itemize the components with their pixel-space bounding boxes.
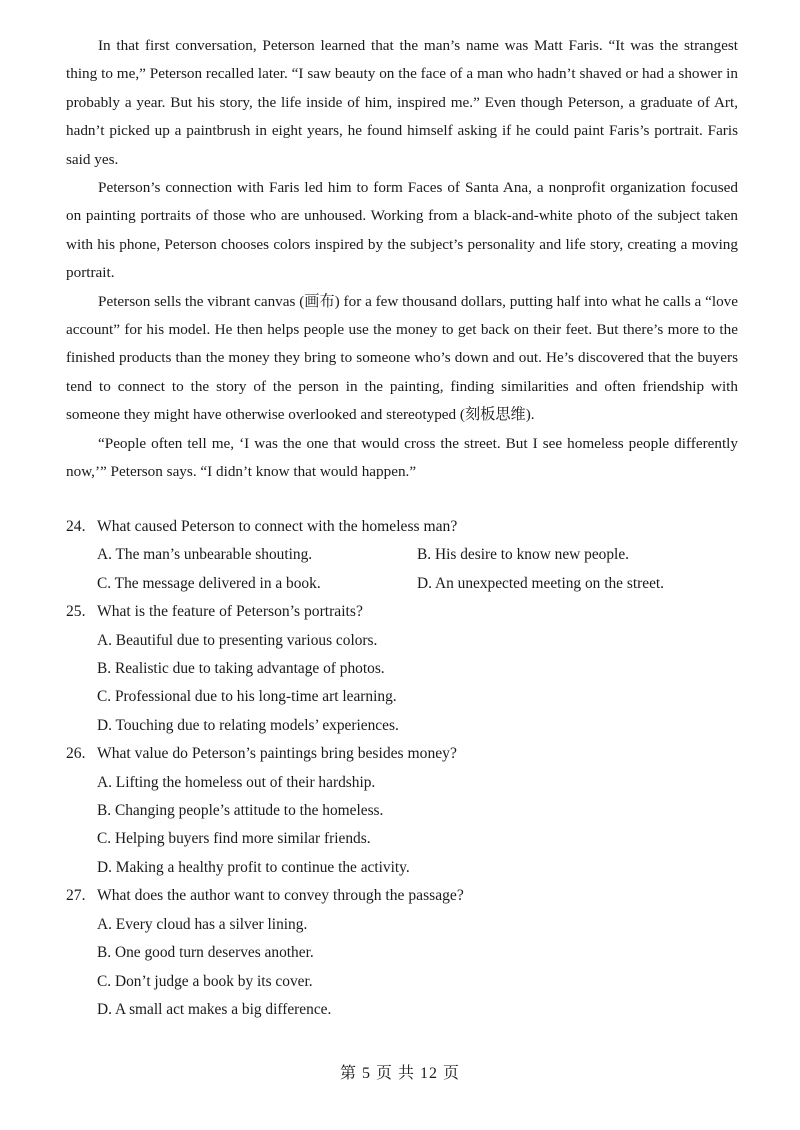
option-list (66, 769, 746, 883)
option-grid (66, 541, 746, 598)
passage-paragraph-1: In that first conversation, Peterson learned that the man’s name was Matt Faris. “It was the strangest thing to me,” Peterson recalled later. “I saw beauty on the face of a man who hadn’t shaved or had a shower in probably a year. But his story, the life inside of him, inspired me.” Even though Peterson, a graduate of Art, hadn’t picked up a paintbrush in eight years, he found himself asking if he could paint Faris’s portrait. Faris said yes. (66, 37, 738, 168)
option-c: C. Don’t judge a book by its cover. (97, 972, 313, 990)
question-number: 25. (66, 603, 86, 621)
option-c: C. Helping buyers find more similar friends. (97, 830, 371, 848)
passage-paragraph-2: Peterson’s connection with Faris led him to form Faces of Santa Ana, a nonprofit organization focused on painting portraits of those who are unhoused. Working from a black-and-white photo of the subject taken with his phone, Peterson chooses colors inspired by the subject’s personality and life story, creating a moving portrait. (66, 179, 738, 282)
passage-paragraph-4: “People often tell me, ‘I was the one that would cross the street. But I see homeless people differently now,’” Peterson says. “I didn’t know that would happen.” (66, 434, 738, 481)
question-text: What does the author want to convey through the passage? (97, 887, 464, 905)
question-list (66, 513, 746, 1024)
option-a: A. Lifting the homeless out of their hardship. (97, 773, 376, 791)
question-number: 24. (66, 518, 86, 535)
question-number: 27. (66, 887, 86, 905)
option-list (66, 911, 746, 1025)
page-number-footer: 第 5 页 共 12 页 (339, 1065, 460, 1082)
option-c: C. Professional due to his long-time art learning. (97, 688, 397, 706)
question-stem (66, 513, 746, 541)
question-text: What caused Peterson to connect with the homeless man? (97, 518, 458, 535)
question-text: What value do Peterson’s paintings bring besides money? (97, 745, 457, 763)
option-d: D. Making a healthy profit to continue the activity. (97, 858, 410, 876)
option-a: A. The man’s unbearable shouting. (97, 546, 313, 564)
option-b: B. Changing people’s attitude to the homeless. (97, 802, 384, 820)
option-d: D. A small act makes a big difference. (97, 1000, 332, 1018)
question-27 (66, 882, 746, 1024)
question-stem (66, 598, 746, 626)
passage-paragraph-3: Peterson sells the vibrant canvas (画布) for a few thousand dollars, putting half into what he calls a “love account” for his model. He then helps people use the money to get back on their feet. But there’s more to the finished products than the money they bring to someone who’s down and out. He’s discovered that the buyers tend to connect to the story of the person in the painting, finding similarities and often friendship with someone they might have otherwise overlooked and stereotyped (刻板思维). (66, 292, 738, 424)
reading-passage (66, 32, 738, 487)
option-a: A. Beautiful due to presenting various colors. (97, 631, 378, 649)
option-d: D. An unexpected meeting on the street. (417, 574, 665, 592)
question-number: 26. (66, 745, 86, 763)
option-a: A. Every cloud has a silver lining. (97, 915, 308, 933)
option-b: B. Realistic due to taking advantage of photos. (97, 660, 385, 678)
question-text: What is the feature of Peterson’s portraits? (97, 603, 363, 621)
option-d: D. Touching due to relating models’ experiences. (97, 716, 399, 734)
question-25 (66, 598, 746, 740)
question-stem (66, 882, 746, 910)
question-26 (66, 740, 746, 882)
option-list (66, 627, 746, 741)
question-stem (66, 740, 746, 768)
option-b: B. His desire to know new people. (417, 546, 630, 564)
option-c: C. The message delivered in a book. (97, 574, 321, 592)
option-b: B. One good turn deserves another. (97, 944, 314, 962)
question-24 (66, 513, 746, 598)
